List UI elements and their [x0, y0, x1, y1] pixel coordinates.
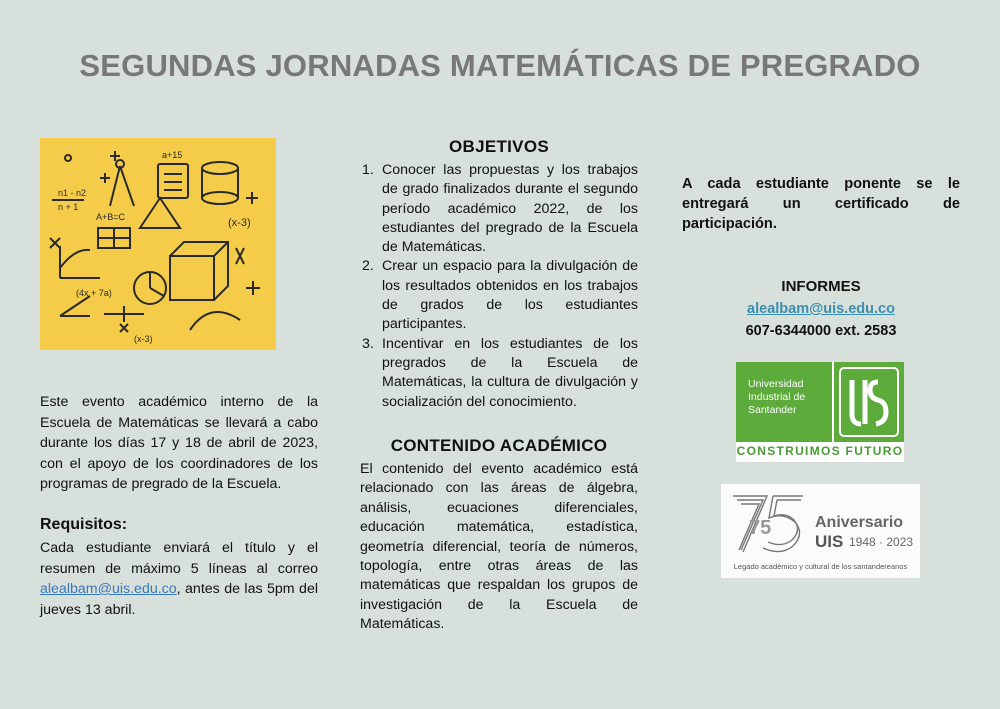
anniversary-word: Aniversario [815, 514, 904, 531]
informes-heading: INFORMES [781, 278, 861, 295]
math-illustration [40, 138, 276, 350]
svg-text:(4x + 7a): (4x + 7a) [76, 288, 112, 298]
informes-email-link[interactable]: alealbam@uis.edu.co [747, 301, 895, 317]
objetivo-item [360, 161, 638, 257]
objetivo-text: Conocer las propuestas y los trabajos de grado finalizados durante el segundo período académico 2022, de los estudiantes del pregrado de la Escuela de Matemáticas. [382, 162, 638, 256]
svg-text:(x-3): (x-3) [134, 334, 153, 344]
anniversary-uis: UIS [815, 532, 844, 551]
uis-logo-line: Universidad [748, 378, 804, 390]
informes-email-row [682, 301, 960, 317]
uis-slogan: CONSTRUIMOS FUTURO [736, 444, 904, 458]
svg-text:n1 - n2: n1 - n2 [58, 188, 87, 198]
anniversary-legacy: Legado académico y cultural de los santandereanos [733, 562, 908, 571]
requisitos-email-link[interactable]: alealbam@uis.edu.co [40, 581, 177, 597]
informes-phone: 607-6344000 ext. 2583 [745, 323, 897, 339]
certificado-note: A cada estudiante ponente se le entregará un certificado de participación. [682, 176, 960, 232]
requisitos-paragraph [40, 538, 318, 620]
anniversary-years: 1948 · 2023 [849, 535, 914, 549]
requisitos-text-before: Cada estudiante enviará el título y el resumen de máximo 5 líneas al correo [40, 540, 318, 577]
requisitos-heading: Requisitos: [40, 516, 128, 533]
intro-paragraph: Este evento académico interno de la Escuela de Matemáticas se llevará a cabo durante los días 17 y 18 de abril de 2023, con el apoyo de los coordinadores de los programas de pregrado de la Escuela. [40, 394, 318, 492]
uis-monogram-icon [834, 362, 904, 442]
anniversary-number: 75 [749, 517, 772, 539]
objetivo-item [360, 335, 638, 412]
uis-logo-line: Santander [748, 404, 797, 416]
objetivo-number: 1. [362, 162, 374, 178]
uis-logo-line: Industrial de [748, 391, 806, 403]
objetivo-number: 3. [362, 335, 374, 352]
uis-logo-name-box [736, 362, 832, 442]
contenido-paragraph: El contenido del evento académico está relacionado con las áreas de álgebra, análisis, ecuaciones diferenciales, educación matemática, estadística, geometría diferencial, teoría de números, topología, entre otras áreas de las matemáticas que respaldan los grupos de investigación de la Escuela de Matemáticas. [360, 461, 638, 633]
objetivos-heading: OBJETIVOS [448, 137, 549, 156]
contenido-heading: CONTENIDO ACADÉMICO [390, 436, 608, 455]
requisitos-text-after: , antes de las 5pm del jueves 13 abril. [40, 581, 318, 618]
objetivo-number: 2. [362, 258, 374, 275]
anniversary-logo [721, 484, 920, 578]
page-title: SEGUNDAS JORNADAS MATEMÁTICAS DE PREGRADO [79, 48, 921, 83]
uis-logo [736, 362, 904, 462]
objetivo-item [360, 257, 638, 334]
svg-text:a+15: a+15 [162, 150, 183, 160]
objetivo-text: Incentivar en los estudiantes de los pregrados de la Escuela de Matemáticas, la cultura de divulgación y socialización del conocimiento. [382, 335, 638, 410]
math-doodles-icon [40, 138, 276, 350]
svg-text:(x-3): (x-3) [228, 217, 251, 229]
svg-text:A+B=C: A+B=C [96, 212, 126, 222]
svg-text:n + 1: n + 1 [58, 202, 79, 212]
anniversary-75-icon [727, 486, 817, 564]
objetivos-list [360, 161, 638, 412]
objetivo-text: Crear un espacio para la divulgación de los resultados obtenidos en los trabajos de grados de los estudiantes participantes. [382, 258, 638, 333]
